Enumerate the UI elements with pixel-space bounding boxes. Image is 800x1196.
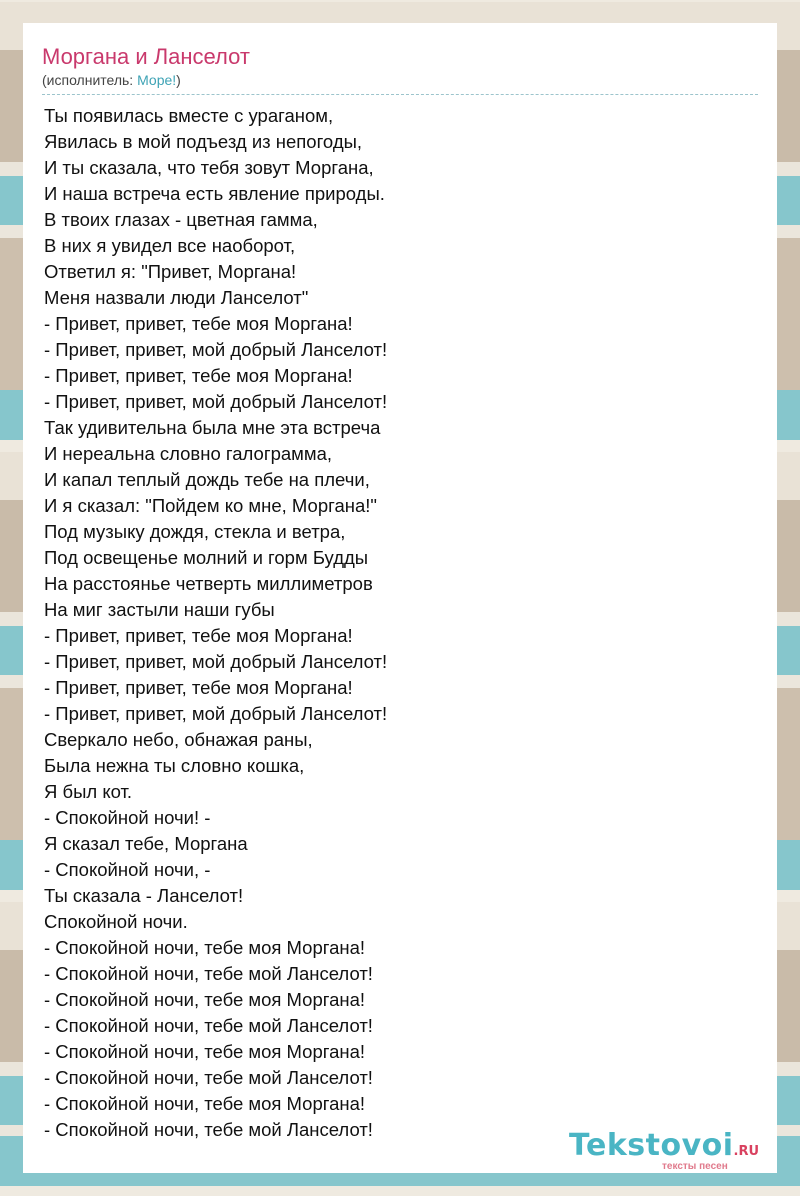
lyric-line: - Спокойной ночи, тебе моя Моргана! <box>44 937 366 958</box>
lyric-line: - Спокойной ночи, тебе мой Ланселот! <box>44 1067 373 1088</box>
logo-domain: .RU <box>733 1144 760 1159</box>
lyric-line: Ты появилась вместе с ураганом, <box>44 105 334 126</box>
lyric-line: - Привет, привет, мой добрый Ланселот! <box>44 703 388 724</box>
lyric-line: И я сказал: "Пойдем ко мне, Моргана!" <box>44 495 377 516</box>
lyrics-card <box>23 23 777 1173</box>
lyric-line: Я сказал тебе, Моргана <box>44 833 248 854</box>
lyric-line: Так удивительна была мне эта встреча <box>44 417 381 438</box>
lyric-line: Спокойной ночи. <box>44 911 188 932</box>
lyric-line: И наша встреча есть явление природы. <box>44 183 385 204</box>
lyric-line: - Привет, привет, тебе моя Моргана! <box>44 625 353 646</box>
lyric-line: И нереальна словно галограмма, <box>44 443 333 464</box>
performer-line <box>42 71 758 89</box>
logo-wordmark: Tekstovoi <box>569 1128 734 1163</box>
artist-link[interactable]: Море! <box>137 72 177 88</box>
lyric-line: - Спокойной ночи! - <box>44 807 211 828</box>
song-title: Моргана и Ланселот <box>42 44 250 69</box>
lyric-line: Явилась в мой подъезд из непогоды, <box>44 131 363 152</box>
lyric-line: Меня назвали люди Ланселот" <box>44 287 309 308</box>
lyric-line: - Спокойной ночи, - <box>44 859 211 880</box>
lyric-line: - Привет, привет, мой добрый Ланселот! <box>44 651 388 672</box>
lyric-line: Сверкало небо, обнажая раны, <box>44 729 313 750</box>
lyric-line: Ответил я: "Привет, Моргана! <box>44 261 297 282</box>
lyric-line: - Привет, привет, мой добрый Ланселот! <box>44 391 388 412</box>
lyric-line: - Привет, привет, тебе моя Моргана! <box>44 365 353 386</box>
site-logo[interactable] <box>569 1128 779 1172</box>
lyric-line: - Привет, привет, тебе моя Моргана! <box>44 677 353 698</box>
lyric-line: На миг застыли наши губы <box>44 599 275 620</box>
lyric-line: Ты сказала - Ланселот! <box>44 885 244 906</box>
lyric-line: - Спокойной ночи, тебе мой Ланселот! <box>44 1015 373 1036</box>
lyric-line: И ты сказала, что тебя зовут Моргана, <box>44 157 374 178</box>
lyric-line: - Спокойной ночи, тебе мой Ланселот! <box>44 1119 373 1140</box>
lyric-line: - Спокойной ночи, тебе моя Моргана! <box>44 1093 366 1114</box>
lyric-line: - Спокойной ночи, тебе моя Моргана! <box>44 1041 366 1062</box>
song-header <box>42 43 758 95</box>
lyric-line: На расстоянье четверть миллиметров <box>44 573 373 594</box>
lyric-line: - Привет, привет, тебе моя Моргана! <box>44 313 353 334</box>
performer-prefix: (исполнитель: <box>42 72 138 88</box>
lyric-line: - Привет, привет, мой добрый Ланселот! <box>44 339 388 360</box>
lyric-line: Была нежна ты словно кошка, <box>44 755 305 776</box>
lyric-line: Под освещенье молний и горм Будды <box>44 547 369 568</box>
lyric-line: Я был кот. <box>44 781 133 802</box>
lyric-line: - Спокойной ночи, тебе моя Моргана! <box>44 989 366 1010</box>
lyric-line: В твоих глазах - цветная гамма, <box>44 209 318 230</box>
lyric-line: - Спокойной ночи, тебе мой Ланселот! <box>44 963 373 984</box>
lyric-line: Под музыку дождя, стекла и ветра, <box>44 521 346 542</box>
lyrics-text <box>44 103 387 1143</box>
lyric-line: И капал теплый дождь тебе на плечи, <box>44 469 370 490</box>
logo-subtitle: тексты песен <box>662 1161 728 1172</box>
performer-suffix: ) <box>176 72 181 88</box>
lyric-line: В них я увидел все наоборот, <box>44 235 296 256</box>
